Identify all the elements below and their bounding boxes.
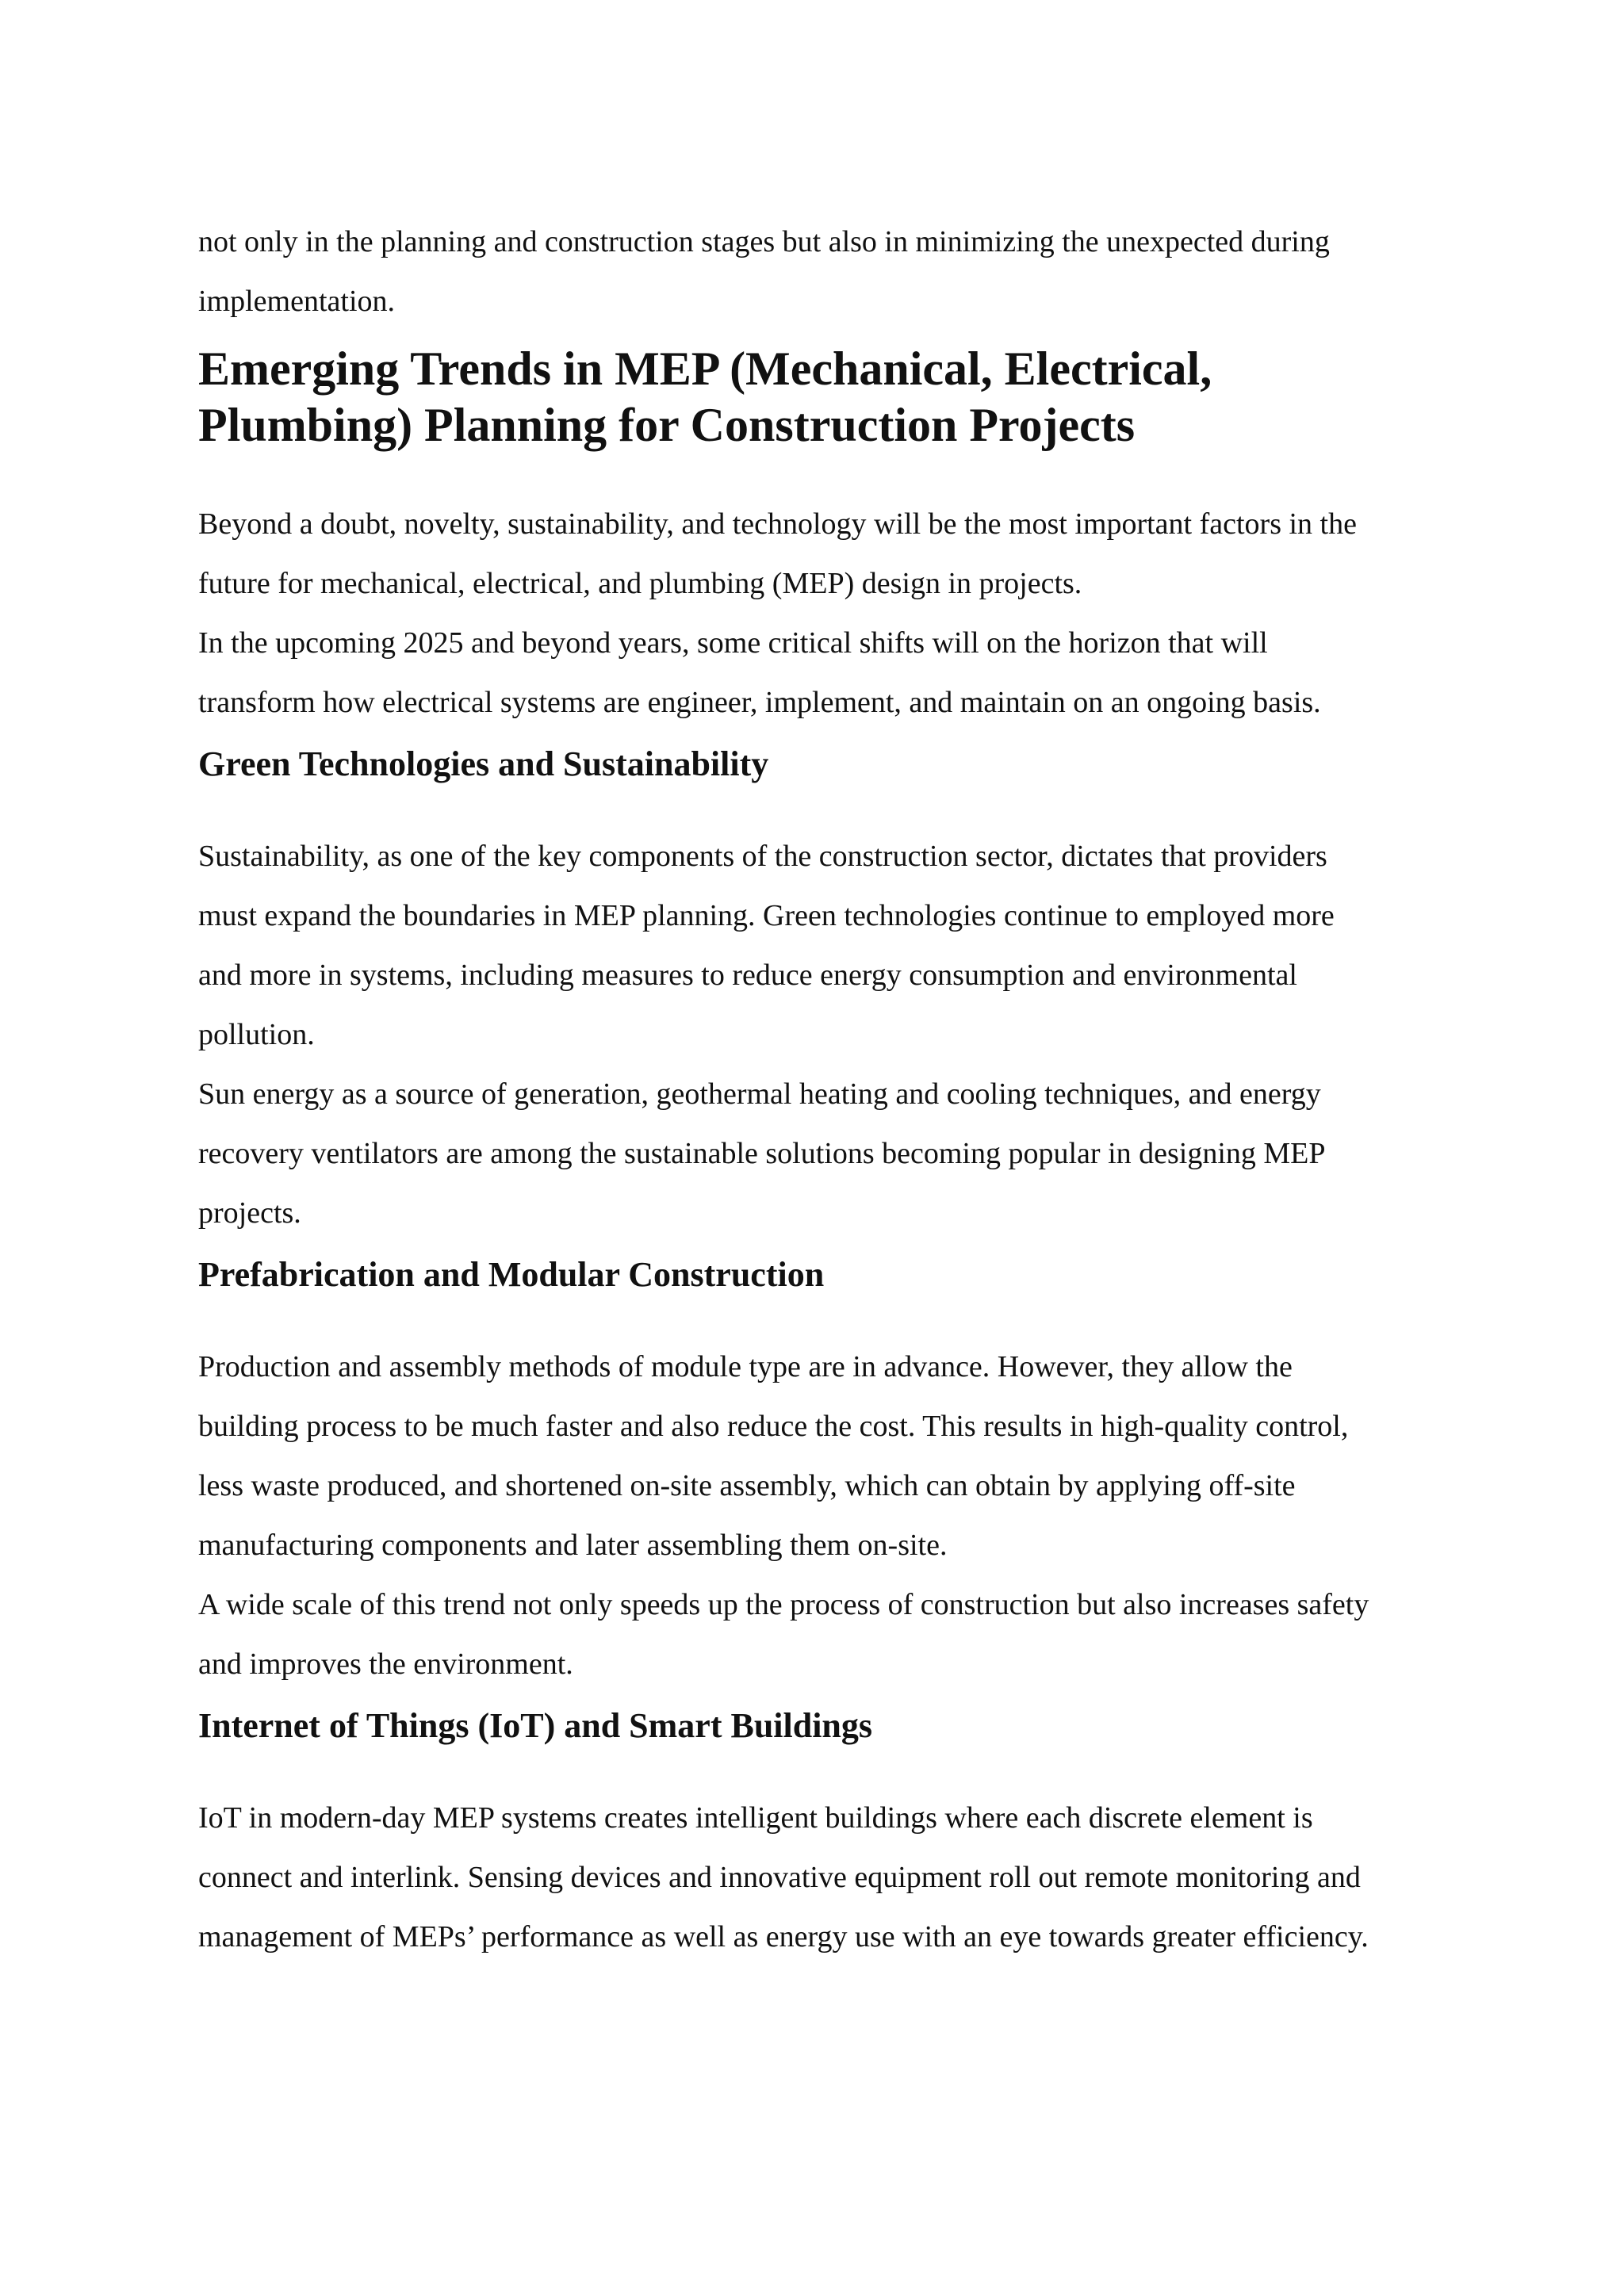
text-line: A wide scale of this trend not only speeds up the process of construction but also increases safety (198, 1588, 1369, 1621)
text-line: pollution. (198, 1018, 315, 1051)
section-paragraph-iot (198, 1789, 1435, 1967)
section-paragraph-green-technologies (198, 827, 1435, 1243)
section-heading-green-technologies: Green Technologies and Sustainability (198, 744, 769, 783)
text-line: projects. (198, 1196, 301, 1230)
text-line: building process to be much faster and also reduce the cost. This results in high-quality control, (198, 1410, 1349, 1443)
page-title (198, 341, 1435, 453)
text-line: Sustainability, as one of the key components of the construction sector, dictates that providers (198, 840, 1327, 873)
section-intro-paragraph (198, 495, 1435, 733)
text-line: recovery ventilators are among the sustainable solutions becoming popular in designing MEP (198, 1137, 1326, 1170)
text-line: and improves the environment. (198, 1647, 573, 1681)
section-paragraph-prefabrication (198, 1337, 1435, 1694)
text-line: less waste produced, and shortened on-site assembly, which can obtain by applying off-site (198, 1469, 1296, 1502)
text-line: must expand the boundaries in MEP planning. Green technologies continue to employed more (198, 899, 1335, 932)
text-line: IoT in modern-day MEP systems creates intelligent buildings where each discrete element is (198, 1801, 1313, 1835)
text-line: Beyond a doubt, novelty, sustainability, and technology will be the most important factors in the (198, 507, 1357, 541)
text-line: implementation. (198, 285, 396, 318)
section-heading-iot: Internet of Things (IoT) and Smart Buildings (198, 1706, 873, 1745)
text-line: Sun energy as a source of generation, geothermal heating and cooling techniques, and energy (198, 1077, 1321, 1111)
title-line: Plumbing) Planning for Construction Projects (198, 399, 1136, 451)
text-line: future for mechanical, electrical, and plumbing (MEP) design in projects. (198, 567, 1082, 600)
text-line: and more in systems, including measures to reduce energy consumption and environmental (198, 959, 1297, 992)
text-line: Production and assembly methods of module type are in advance. However, they allow the (198, 1350, 1293, 1383)
document-page (198, 212, 1435, 1967)
text-line: management of MEPs’ performance as well as energy use with an eye towards greater efficiency. (198, 1920, 1369, 1954)
text-line: In the upcoming 2025 and beyond years, some critical shifts will on the horizon that will (198, 626, 1268, 660)
text-line: connect and interlink. Sensing devices and innovative equipment roll out remote monitoring and (198, 1861, 1361, 1894)
section-heading-prefabrication: Prefabrication and Modular Construction (198, 1255, 825, 1294)
text-line: transform how electrical systems are engineer, implement, and maintain on an ongoing basis. (198, 686, 1321, 719)
text-line: not only in the planning and construction stages but also in minimizing the unexpected during (198, 225, 1330, 258)
title-line: Emerging Trends in MEP (Mechanical, Electrical, (198, 342, 1212, 395)
text-line: manufacturing components and later assembling them on-site. (198, 1529, 948, 1562)
intro-paragraph (198, 212, 1435, 331)
